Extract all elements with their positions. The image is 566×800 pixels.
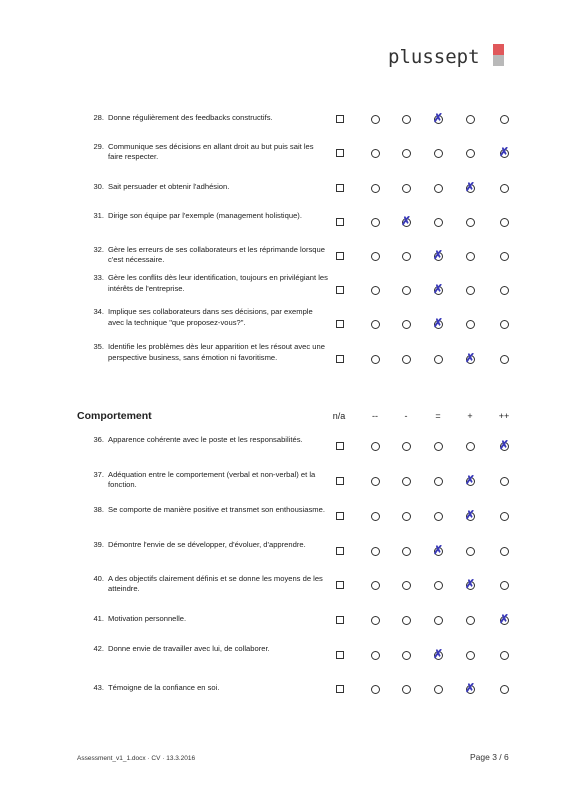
rating-radio[interactable] (371, 320, 380, 329)
item-number: 29. (93, 141, 104, 151)
item-text: Motivation personnelle. (108, 613, 187, 623)
item-number: 33. (93, 273, 104, 283)
logo-grey-square (493, 55, 504, 66)
rating-radio[interactable] (466, 252, 475, 261)
rating-radio[interactable] (500, 685, 509, 694)
item-number: 32. (93, 244, 104, 254)
rating-radio[interactable] (500, 115, 509, 124)
na-checkbox[interactable] (336, 218, 344, 226)
rating-radio[interactable] (500, 320, 509, 329)
rating-radio[interactable] (466, 616, 475, 625)
item-text: Implique ses collaborateurs dans ses décisions, par exemple avec la technique "que proposez-vous?". (108, 307, 313, 327)
item-number: 28. (93, 112, 104, 122)
item-number: 34. (93, 307, 104, 317)
na-checkbox[interactable] (336, 320, 344, 328)
rating-radio[interactable] (371, 218, 380, 227)
item-text: Adéquation entre le comportement (verbal et non-verbal) et la fonction. (108, 469, 316, 489)
check-mark-icon: ✗ (432, 248, 444, 262)
na-checkbox[interactable] (336, 442, 344, 450)
check-mark-icon: ✗ (464, 681, 476, 695)
na-checkbox[interactable] (336, 149, 344, 157)
check-mark-icon: ✗ (464, 180, 476, 194)
scale-header: + (467, 411, 473, 421)
rating-radio[interactable] (500, 512, 509, 521)
item-text: Communique ses décisions en allant droit au but puis sait les faire respecter. (108, 141, 314, 161)
check-mark-icon: ✗ (432, 111, 444, 125)
section-title: Comportement (77, 410, 152, 422)
rating-radio[interactable] (371, 442, 380, 451)
rating-radio[interactable] (500, 477, 509, 486)
rating-radio[interactable] (434, 149, 443, 158)
na-checkbox[interactable] (336, 286, 344, 294)
check-mark-icon: ✗ (400, 214, 412, 228)
check-mark-icon: ✗ (464, 577, 476, 591)
rating-radio[interactable] (402, 149, 411, 158)
check-mark-icon: ✗ (432, 282, 444, 296)
rating-radio[interactable] (402, 115, 411, 124)
rating-radio[interactable] (371, 581, 380, 590)
na-checkbox[interactable] (336, 115, 344, 123)
rating-radio[interactable] (402, 442, 411, 451)
rating-radio[interactable] (402, 581, 411, 590)
item-text: Gère les conflits dès leur identification, toujours en privilégiant les intérêts de l'entreprise. (108, 273, 328, 293)
footer-page-number: Page 3 / 6 (470, 752, 509, 762)
rating-radio[interactable] (371, 184, 380, 193)
item-text: Démontre l'envie de se développer, d'évoluer, d'apprendre. (108, 539, 306, 549)
rating-radio[interactable] (402, 184, 411, 193)
item-number: 43. (93, 682, 104, 692)
item-text: A des objectifs clairement définis et se donne les moyens de les atteindre. (108, 573, 323, 593)
rating-radio[interactable] (402, 616, 411, 625)
rating-radio[interactable] (466, 286, 475, 295)
rating-radio[interactable] (500, 651, 509, 660)
rating-radio[interactable] (371, 286, 380, 295)
rating-radio[interactable] (371, 651, 380, 660)
rating-radio[interactable] (466, 149, 475, 158)
rating-radio[interactable] (371, 685, 380, 694)
item-text: Identifie les problèmes dès leur apparition et les résout avec une perspective business, sans émotion ni favoritisme. (108, 342, 325, 362)
check-mark-icon: ✗ (464, 351, 476, 365)
rating-radio[interactable] (500, 218, 509, 227)
na-checkbox[interactable] (336, 355, 344, 363)
scale-header: n/a (332, 411, 346, 421)
rating-radio[interactable] (434, 477, 443, 486)
rating-radio[interactable] (434, 442, 443, 451)
rating-radio[interactable] (371, 355, 380, 364)
check-mark-icon: ✗ (432, 647, 444, 661)
item-number: 35. (93, 342, 104, 352)
check-mark-icon: ✗ (432, 543, 444, 557)
na-checkbox[interactable] (336, 477, 344, 485)
item-text: Donne régulièrement des feedbacks constructifs. (108, 112, 273, 122)
na-checkbox[interactable] (336, 616, 344, 624)
rating-radio[interactable] (402, 355, 411, 364)
rating-radio[interactable] (466, 547, 475, 556)
rating-radio[interactable] (434, 184, 443, 193)
rating-radio[interactable] (371, 115, 380, 124)
item-number: 39. (93, 539, 104, 549)
scale-header: = (435, 411, 441, 421)
na-checkbox[interactable] (336, 685, 344, 693)
na-checkbox[interactable] (336, 651, 344, 659)
rating-radio[interactable] (402, 320, 411, 329)
rating-radio[interactable] (500, 286, 509, 295)
check-mark-icon: ✗ (498, 612, 510, 626)
rating-radio[interactable] (371, 547, 380, 556)
rating-radio[interactable] (402, 651, 411, 660)
item-text: Dirige son équipe par l'exemple (management holistique). (108, 210, 302, 220)
rating-radio[interactable] (371, 616, 380, 625)
item-text: Gère les erreurs de ses collaborateurs et les réprimande lorsque c'est nécessaire. (108, 244, 325, 264)
logo-text: plussept (388, 46, 480, 68)
rating-radio[interactable] (371, 512, 380, 521)
item-text: Sait persuader et obtenir l'adhésion. (108, 181, 230, 191)
rating-radio[interactable] (371, 149, 380, 158)
item-text: Apparence cohérente avec le poste et les responsabilités. (108, 434, 303, 444)
na-checkbox[interactable] (336, 184, 344, 192)
check-mark-icon: ✗ (464, 473, 476, 487)
rating-radio[interactable] (500, 581, 509, 590)
rating-radio[interactable] (434, 512, 443, 521)
scale-header: ++ (498, 411, 510, 421)
item-number: 38. (93, 504, 104, 514)
rating-radio[interactable] (402, 477, 411, 486)
rating-radio[interactable] (434, 355, 443, 364)
item-number: 31. (93, 210, 104, 220)
na-checkbox[interactable] (336, 252, 344, 260)
rating-radio[interactable] (402, 685, 411, 694)
scale-header: - (404, 411, 408, 421)
rating-radio[interactable] (371, 477, 380, 486)
rating-radio[interactable] (402, 547, 411, 556)
rating-radio[interactable] (434, 581, 443, 590)
item-text: Témoigne de la confiance en soi. (108, 682, 220, 692)
item-number: 36. (93, 434, 104, 444)
rating-radio[interactable] (500, 547, 509, 556)
rating-radio[interactable] (500, 252, 509, 261)
item-text: Donne envie de travailler avec lui, de collaborer. (108, 643, 270, 653)
check-mark-icon: ✗ (498, 145, 510, 159)
rating-radio[interactable] (371, 252, 380, 261)
rating-radio[interactable] (402, 252, 411, 261)
check-mark-icon: ✗ (498, 438, 510, 452)
rating-radio[interactable] (434, 218, 443, 227)
rating-radio[interactable] (466, 320, 475, 329)
item-number: 37. (93, 469, 104, 479)
rating-radio[interactable] (500, 184, 509, 193)
item-text: Se comporte de manière positive et transmet son enthousiasme. (108, 504, 325, 514)
rating-radio[interactable] (402, 512, 411, 521)
rating-radio[interactable] (434, 685, 443, 694)
scale-header: -- (372, 411, 378, 421)
item-number: 41. (93, 613, 104, 623)
rating-radio[interactable] (466, 651, 475, 660)
rating-radio[interactable] (500, 355, 509, 364)
check-mark-icon: ✗ (464, 508, 476, 522)
item-number: 30. (93, 181, 104, 191)
na-checkbox[interactable] (336, 512, 344, 520)
rating-radio[interactable] (434, 616, 443, 625)
na-checkbox[interactable] (336, 547, 344, 555)
rating-radio[interactable] (402, 286, 411, 295)
logo-red-square (493, 44, 504, 55)
footer-document-info: Assessment_v1_1.docx · CV · 13.3.2016 (77, 755, 196, 762)
item-number: 42. (93, 643, 104, 653)
na-checkbox[interactable] (336, 581, 344, 589)
check-mark-icon: ✗ (432, 316, 444, 330)
rating-radio[interactable] (466, 218, 475, 227)
rating-radio[interactable] (466, 442, 475, 451)
rating-radio[interactable] (466, 115, 475, 124)
item-number: 40. (93, 573, 104, 583)
